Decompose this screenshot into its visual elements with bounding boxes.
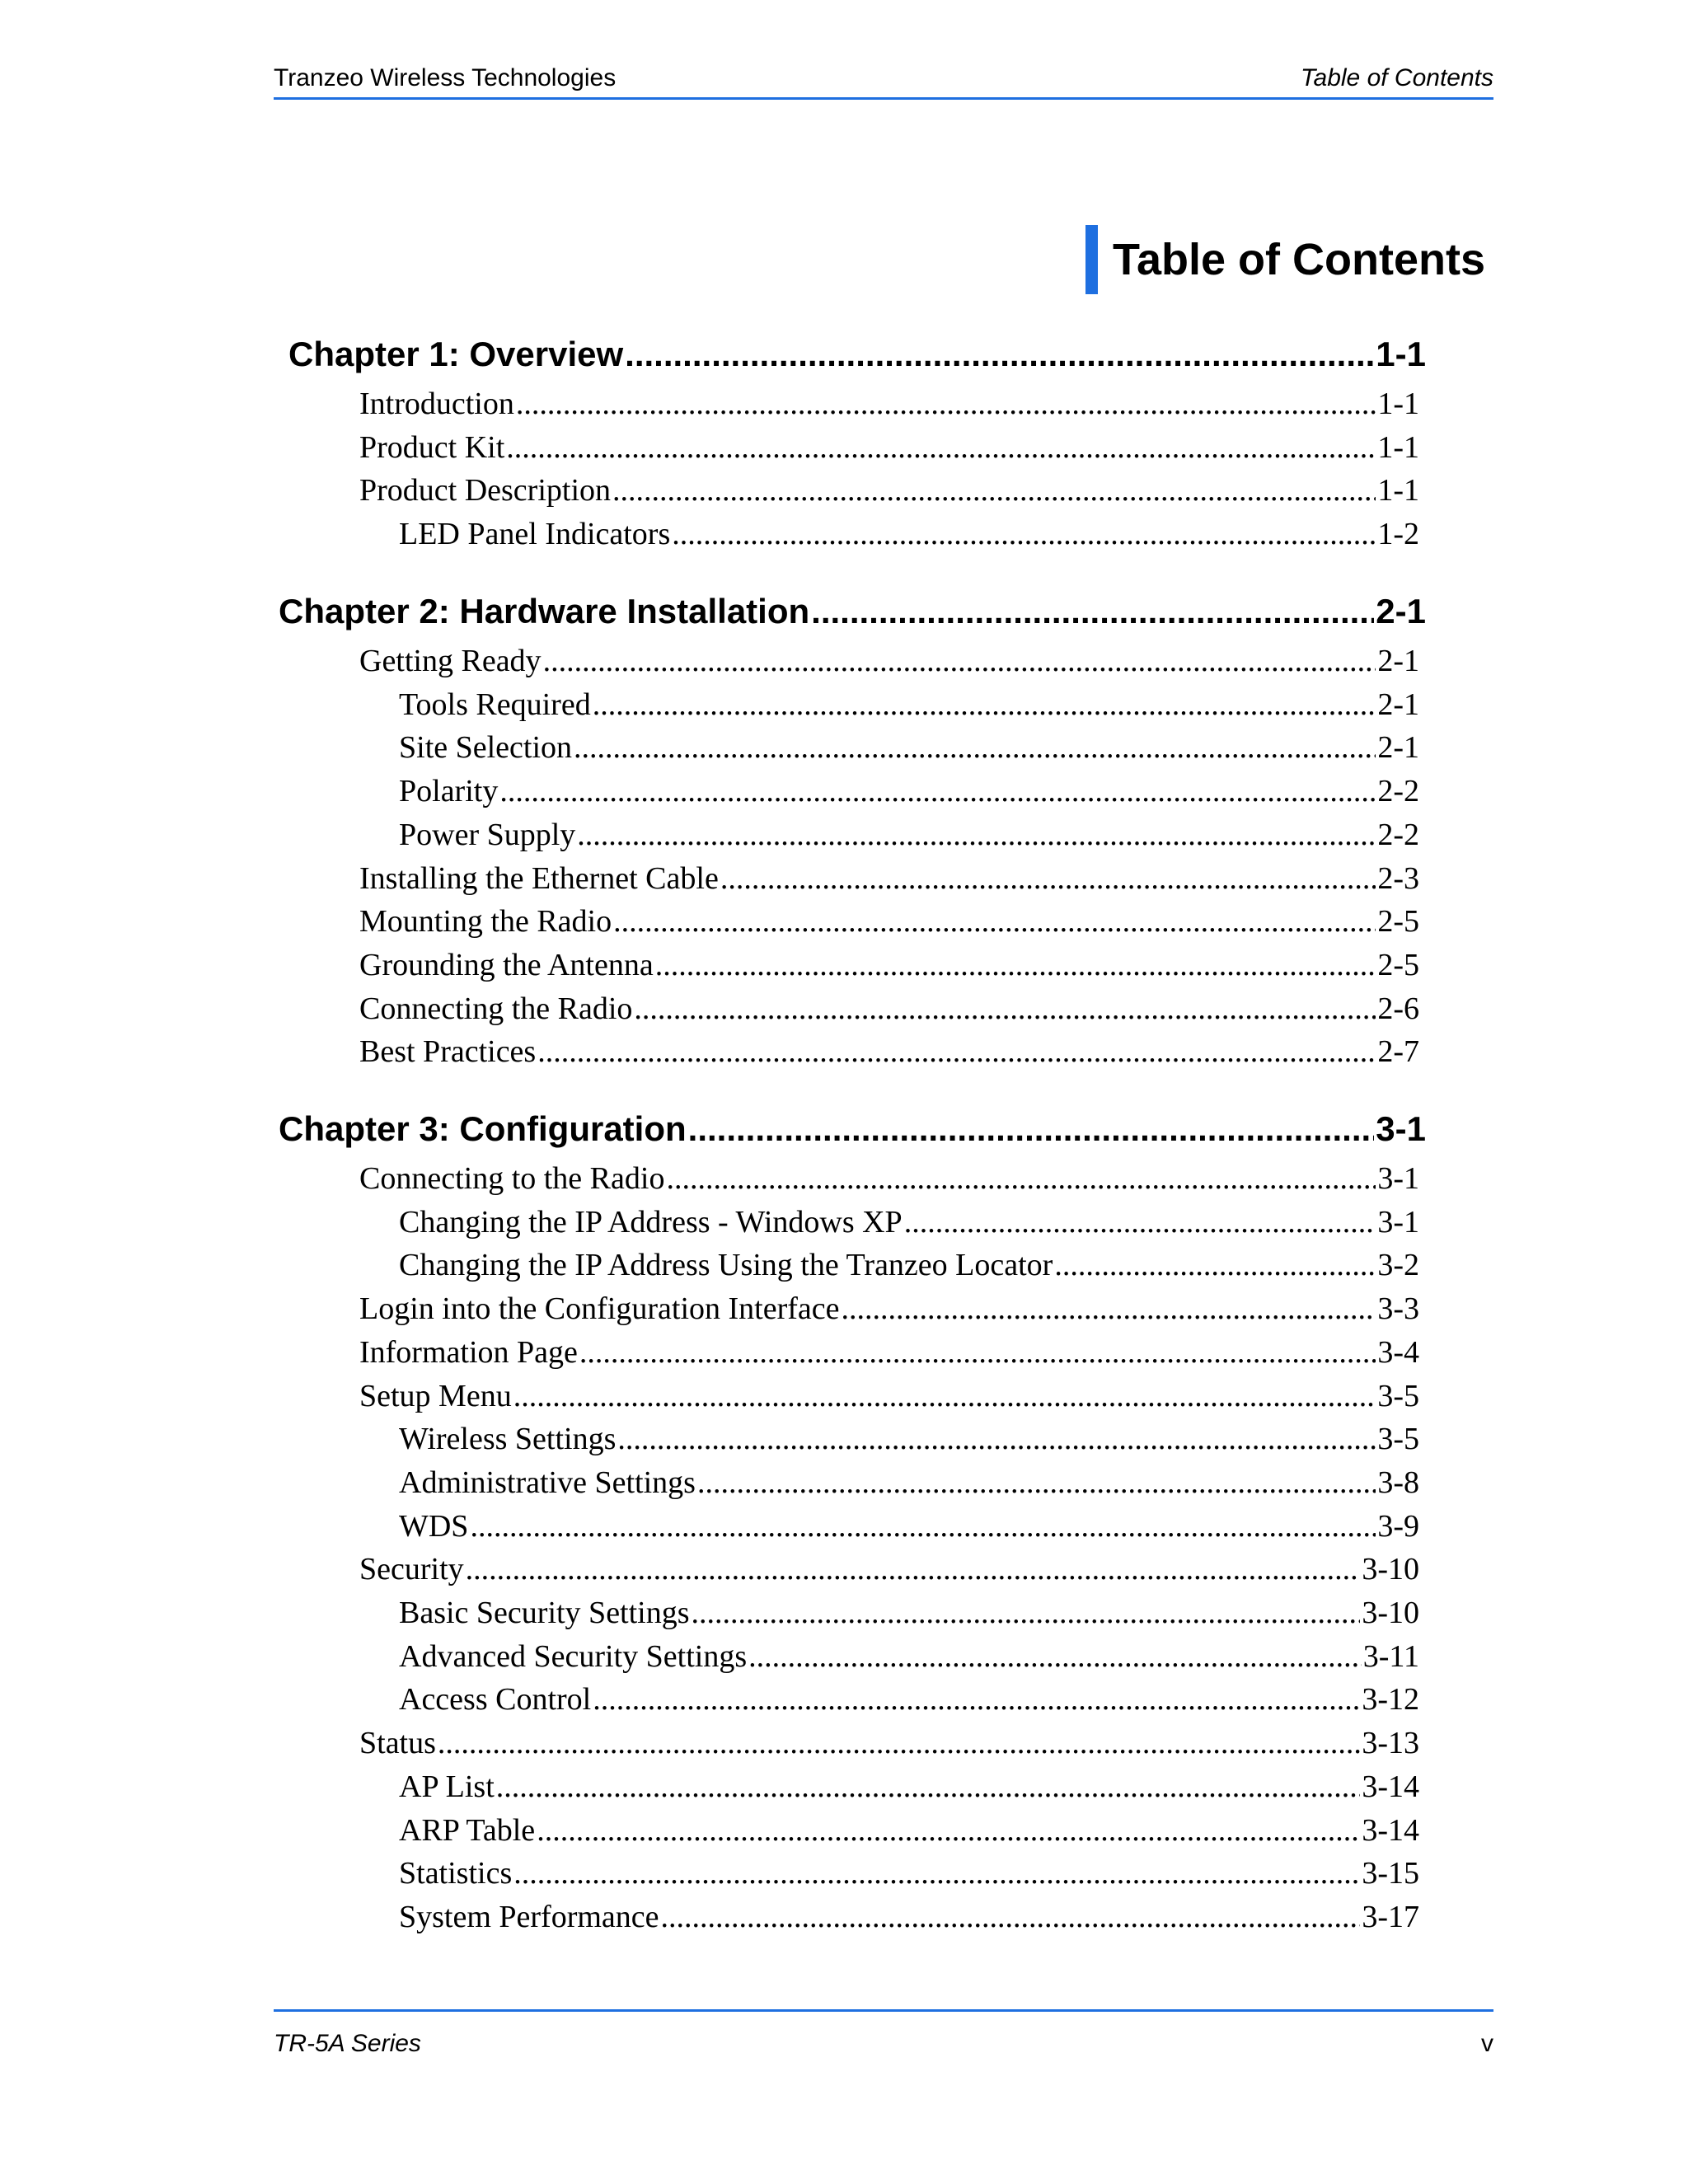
toc-chapter-page: 2-1 <box>1376 592 1426 630</box>
toc-entry-label: Site Selection <box>399 730 573 765</box>
dot-leader <box>537 1811 1360 1850</box>
toc-entry[interactable] <box>399 815 1419 855</box>
toc-entry-page: 3-9 <box>1377 1509 1419 1544</box>
page-title: Table of Contents <box>1113 235 1485 284</box>
dot-leader <box>672 514 1376 554</box>
toc-entry[interactable] <box>359 1289 1419 1329</box>
dot-leader <box>655 945 1376 985</box>
toc-entry[interactable] <box>399 1897 1419 1937</box>
toc-entry-label: Grounding the Antenna <box>359 948 654 982</box>
toc-entry-label: Power Supply <box>399 818 576 852</box>
toc-entry[interactable] <box>359 1549 1419 1589</box>
toc-entry[interactable] <box>399 1593 1419 1633</box>
dot-leader <box>466 1549 1361 1589</box>
toc-entry-page: 2-3 <box>1377 861 1419 896</box>
toc-entry[interactable] <box>359 989 1419 1029</box>
dot-leader <box>506 428 1376 467</box>
toc-entry[interactable] <box>399 1680 1419 1719</box>
dot-leader <box>661 1897 1361 1937</box>
toc-entry-page: 2-6 <box>1377 991 1419 1026</box>
toc-entry[interactable] <box>399 1419 1419 1459</box>
dot-leader <box>612 471 1376 510</box>
dot-leader <box>593 685 1376 724</box>
toc-entry-label: Product Kit <box>359 430 505 465</box>
dot-leader <box>499 771 1376 811</box>
toc-entry[interactable] <box>359 384 1419 424</box>
dot-leader <box>720 859 1376 898</box>
dot-leader <box>697 1463 1376 1502</box>
toc-entry[interactable] <box>399 771 1419 811</box>
toc-entry[interactable] <box>399 1854 1419 1893</box>
toc-entry-page: 3-3 <box>1377 1291 1419 1326</box>
toc-entry-label: Introduction <box>359 387 514 421</box>
dot-leader <box>617 1419 1376 1459</box>
header-section: Table of Contents <box>1300 64 1493 91</box>
toc-entry-label: Login into the Configuration Interface <box>359 1291 840 1326</box>
toc-entry[interactable] <box>359 1159 1419 1198</box>
toc-entry[interactable] <box>399 1507 1419 1546</box>
dot-leader <box>574 728 1376 767</box>
dot-leader <box>1054 1245 1376 1285</box>
toc-entry-label: Access Control <box>399 1682 592 1717</box>
header-company: Tranzeo Wireless Technologies <box>274 64 617 91</box>
toc-entry[interactable] <box>399 1637 1419 1676</box>
dot-leader <box>470 1507 1376 1546</box>
toc-entry-label: Statistics <box>399 1856 513 1891</box>
dot-leader <box>537 1032 1376 1071</box>
toc-chapter-page: 1-1 <box>1376 335 1426 373</box>
dot-leader <box>842 1289 1376 1329</box>
dot-leader <box>543 641 1376 681</box>
toc-entry[interactable] <box>359 1376 1419 1416</box>
toc-entry[interactable] <box>359 1723 1419 1763</box>
toc-entry[interactable] <box>399 1767 1419 1807</box>
toc-entry-page: 3-10 <box>1362 1552 1419 1586</box>
toc-entry-label: Connecting the Radio <box>359 991 633 1026</box>
title-accent-bar <box>1085 225 1098 294</box>
footer-product: TR-5A Series <box>274 2030 421 2057</box>
dot-leader <box>579 1333 1376 1372</box>
toc-chapter-title: Chapter 3: Configuration <box>279 1109 687 1148</box>
toc-title-block <box>1085 224 1485 295</box>
dot-leader <box>513 1854 1360 1893</box>
toc-entry-page: 3-1 <box>1377 1161 1419 1196</box>
toc-entry-page: 3-14 <box>1362 1813 1419 1848</box>
toc-entry-label: Changing the IP Address Using the Tranzeo Locator <box>399 1248 1053 1282</box>
dot-leader <box>496 1767 1361 1807</box>
dot-leader <box>666 1159 1376 1198</box>
toc-chapter-2[interactable] <box>279 590 1426 633</box>
dot-leader <box>513 1376 1376 1416</box>
toc-entry[interactable] <box>399 685 1419 724</box>
toc-entry-page: 1-1 <box>1377 473 1419 508</box>
toc-entry[interactable] <box>359 471 1419 510</box>
toc-chapter-page: 3-1 <box>1376 1109 1426 1148</box>
toc-entry-label: Mounting the Radio <box>359 904 612 939</box>
toc-entry-page: 3-10 <box>1362 1596 1419 1630</box>
toc-chapter-title: Chapter 1: Overview <box>288 335 624 373</box>
toc-entry-label: Changing the IP Address - Windows XP <box>399 1205 903 1240</box>
toc-entry-label: Product Description <box>359 473 612 508</box>
toc-entry-page: 3-17 <box>1362 1900 1419 1934</box>
toc-entry-page: 2-5 <box>1377 904 1419 939</box>
toc-entry-page: 3-11 <box>1362 1639 1419 1674</box>
toc-entry-page: 2-1 <box>1377 687 1419 722</box>
toc-entry[interactable] <box>359 1032 1419 1071</box>
toc-entry-label: ARP Table <box>399 1813 536 1848</box>
toc-entry-label: Status <box>359 1726 436 1760</box>
toc-entry-label: Installing the Ethernet Cable <box>359 861 719 896</box>
toc-entry[interactable] <box>399 1202 1419 1242</box>
toc-entry-label: Getting Ready <box>359 644 542 678</box>
toc-entry-label: Connecting to the Radio <box>359 1161 665 1196</box>
toc-entry-page: 3-4 <box>1377 1335 1419 1370</box>
dot-leader <box>593 1680 1360 1719</box>
toc-entry-label: System Performance <box>399 1900 659 1934</box>
dot-leader <box>516 384 1376 424</box>
toc-entry-label: Tools Required <box>399 687 591 722</box>
dot-leader <box>811 590 1374 633</box>
toc-entry-label: AP List <box>399 1769 495 1804</box>
toc-entry-label: Information Page <box>359 1335 578 1370</box>
toc-entry[interactable] <box>399 1811 1419 1850</box>
toc-entry[interactable] <box>359 859 1419 898</box>
dot-leader <box>577 815 1376 855</box>
toc-chapter-title: Chapter 2: Hardware Installation <box>279 592 810 630</box>
toc-entry[interactable] <box>359 428 1419 467</box>
toc-entry-label: Basic Security Settings <box>399 1596 690 1630</box>
toc-entry[interactable] <box>359 641 1419 681</box>
toc-entry-label: Setup Menu <box>359 1379 512 1413</box>
toc-entry-page: 3-14 <box>1362 1769 1419 1804</box>
toc-entry-label: Wireless Settings <box>399 1422 617 1456</box>
toc-entry-page: 3-13 <box>1362 1726 1419 1760</box>
toc-entry[interactable] <box>399 1463 1419 1502</box>
toc-entry-label: Best Practices <box>359 1034 537 1069</box>
toc-entry-page: 3-12 <box>1362 1682 1419 1717</box>
toc-entry-page: 2-1 <box>1377 730 1419 765</box>
toc-entry-page: 3-15 <box>1362 1856 1419 1891</box>
toc-entry-page: 1-1 <box>1377 430 1419 465</box>
dot-leader <box>688 1108 1375 1151</box>
toc-entry[interactable] <box>399 728 1419 767</box>
toc-entry-label: Administrative Settings <box>399 1465 696 1500</box>
toc-entry-label: Polarity <box>399 774 499 808</box>
dot-leader <box>613 902 1376 941</box>
toc-entry-page: 2-5 <box>1377 948 1419 982</box>
toc-chapter-3[interactable] <box>279 1108 1426 1151</box>
toc-entry[interactable] <box>399 1245 1419 1285</box>
dot-leader <box>692 1593 1361 1633</box>
toc-entry-page: 3-8 <box>1377 1465 1419 1500</box>
toc-entry-page: 1-2 <box>1377 517 1419 551</box>
toc-entry-label: WDS <box>399 1509 469 1544</box>
footer-page-number: v <box>1481 2030 1493 2057</box>
toc-entry[interactable] <box>359 945 1419 985</box>
dot-leader <box>625 333 1374 376</box>
toc-entry-page: 3-5 <box>1377 1379 1419 1413</box>
toc-entry[interactable] <box>399 514 1419 554</box>
toc-entry-page: 2-7 <box>1377 1034 1419 1069</box>
page-header <box>274 61 1493 100</box>
page-footer <box>274 2009 1493 2057</box>
toc-entry-page: 3-1 <box>1377 1205 1419 1240</box>
toc-entry-label: Advanced Security Settings <box>399 1639 748 1674</box>
toc-entry-page: 1-1 <box>1377 387 1419 421</box>
toc-chapter-1[interactable] <box>288 333 1426 376</box>
toc-entry[interactable] <box>359 1333 1419 1372</box>
toc-entry-page: 3-5 <box>1377 1422 1419 1456</box>
toc-entry-page: 2-2 <box>1377 818 1419 852</box>
dot-leader <box>748 1637 1362 1676</box>
toc-entry-page: 2-1 <box>1377 644 1419 678</box>
toc-entry[interactable] <box>359 902 1419 941</box>
dot-leader <box>634 989 1376 1029</box>
toc-entry-label: LED Panel Indicators <box>399 517 671 551</box>
toc-entry-page: 2-2 <box>1377 774 1419 808</box>
dot-leader <box>438 1723 1360 1763</box>
dot-leader <box>904 1202 1376 1242</box>
toc-entry-label: Security <box>359 1552 464 1586</box>
toc-entry-page: 3-2 <box>1377 1248 1419 1282</box>
